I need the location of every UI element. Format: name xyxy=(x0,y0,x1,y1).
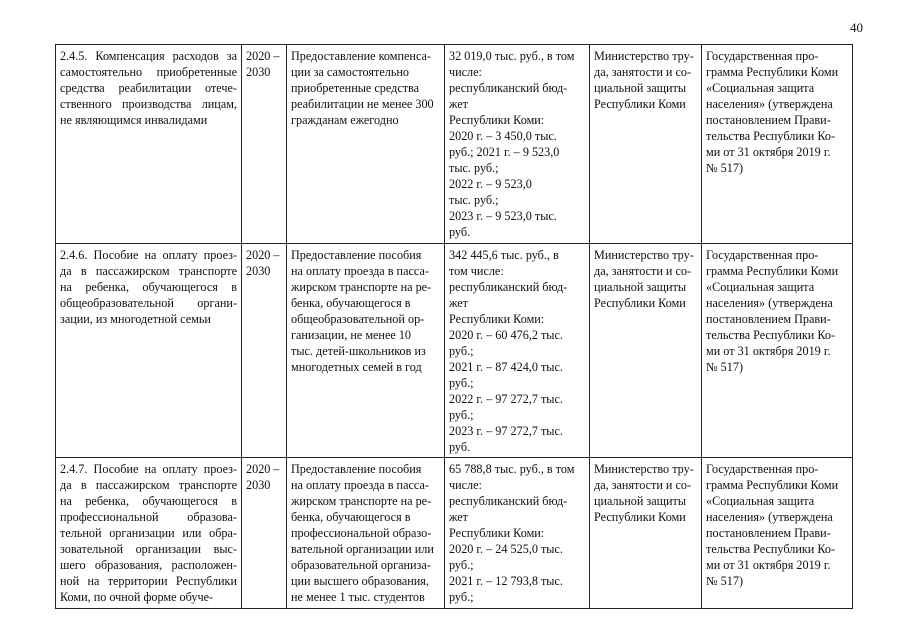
cell-text-line: руб. xyxy=(449,440,471,454)
cell-text-line: 2030 xyxy=(246,478,271,492)
cell-text-line: общеобразовательной ор- xyxy=(291,312,425,326)
cell-text-line: циальной защиты xyxy=(594,81,687,95)
cell-text-line: постановлением Прави- xyxy=(706,113,831,127)
cell-text-line: том числе: xyxy=(449,264,504,278)
cell-text-line: 2022 г. – 97 272,7 тыс. xyxy=(449,392,563,406)
cell-text-line: постановлением Прави- xyxy=(706,312,831,326)
funding-cell xyxy=(445,244,590,458)
cell-text-line: бенка, обучающегося в xyxy=(291,510,411,524)
cell-text-line: 2022 г. – 9 523,0 xyxy=(449,177,532,191)
cell-text-line: на оплату проезда в пасса- xyxy=(291,264,429,278)
cell-text-line: 2021 г. – 12 793,8 тыс. xyxy=(449,574,563,588)
cell-text-line: тельной организации или обра- xyxy=(60,526,237,540)
cell-text-line: республиканский бюд- xyxy=(449,280,568,294)
cell-text-line: 342 445,6 тыс. руб., в xyxy=(449,248,559,262)
cell-text-line: реабилитации не менее 300 xyxy=(291,97,434,111)
cell-text-line: Министерство тру- xyxy=(594,248,694,262)
cell-text-line: на ребенка, обучающегося в xyxy=(60,494,237,508)
cell-text-line: 2.4.6. Пособие на оплату проез- xyxy=(60,248,237,262)
cell-text-line: циальной защиты xyxy=(594,280,687,294)
cell-text-line: да, занятости и со- xyxy=(594,478,692,492)
cell-text-line: 2020 – xyxy=(246,462,280,476)
cell-text-line: руб.; xyxy=(449,590,474,604)
cell-text-line: руб. xyxy=(449,225,471,239)
result-cell xyxy=(287,45,445,244)
cell-text-line: Республики Коми: xyxy=(449,113,545,127)
funding-cell xyxy=(445,458,590,609)
cell-text-line: 2020 – xyxy=(246,248,280,262)
cell-text-line: руб.; xyxy=(449,344,474,358)
cell-text-line: Республики Коми: xyxy=(449,312,545,326)
cell-text-line: руб.; xyxy=(449,408,474,422)
cell-text-line: жет xyxy=(449,510,468,524)
cell-text-line: числе: xyxy=(449,65,482,79)
cell-text-line: населения» (утверждена xyxy=(706,97,833,111)
cell-text-line: населения» (утверждена xyxy=(706,510,833,524)
cell-text-line: 65 788,8 тыс. руб., в том xyxy=(449,462,575,476)
cell-text-line: тельства Республики Ко- xyxy=(706,129,836,143)
cell-text-line: бенка, обучающегося в xyxy=(291,296,411,310)
cell-text-line: постановлением Прави- xyxy=(706,526,831,540)
cell-text-line: Предоставление пособия xyxy=(291,462,422,476)
cell-text-line: ции высшего образования, xyxy=(291,574,429,588)
cell-text-line: да в пассажирском транспорте xyxy=(60,264,237,278)
cell-text-line: 2030 xyxy=(246,65,271,79)
table-row xyxy=(56,45,853,244)
program-cell xyxy=(702,45,853,244)
cell-text-line: 32 019,0 тыс. руб., в том xyxy=(449,49,575,63)
cell-text-line: Коми, по очной форме обуче- xyxy=(60,590,214,604)
cell-text-line: тыс. детей-школьников из xyxy=(291,344,426,358)
table-row xyxy=(56,244,853,458)
cell-text-line: руб.; 2021 г. – 9 523,0 xyxy=(449,145,560,159)
cell-text-line: Государственная про- xyxy=(706,248,819,262)
cell-text-line: руб.; xyxy=(449,558,474,572)
cell-text-line: циальной защиты xyxy=(594,494,687,508)
cell-text-line: Предоставление компенса- xyxy=(291,49,431,63)
cell-text-line: жет xyxy=(449,296,468,310)
cell-text-line: 2023 г. – 9 523,0 тыс. xyxy=(449,209,557,223)
cell-text-line: образовательной организа- xyxy=(291,558,431,572)
period-cell xyxy=(242,45,287,244)
cell-text-line: профессиональной образо- xyxy=(291,526,432,540)
cell-text-line: не являющимся инвалидами xyxy=(60,113,208,127)
cell-text-line: тыс. руб.; xyxy=(449,193,499,207)
cell-text-line: республиканский бюд- xyxy=(449,494,568,508)
cell-text-line: Республики Коми xyxy=(594,97,686,111)
period-cell xyxy=(242,458,287,609)
cell-text-line: многодетных семей в год xyxy=(291,360,422,374)
cell-text-line: самостоятельно приобретенные xyxy=(60,65,237,79)
cell-text-line: да, занятости и со- xyxy=(594,65,692,79)
cell-text-line: 2020 г. – 60 476,2 тыс. xyxy=(449,328,563,342)
cell-text-line: № 517) xyxy=(706,574,744,588)
cell-text-line: 2.4.5. Компенсация расходов за xyxy=(60,49,237,63)
cell-text-line: грамма Республики Коми xyxy=(706,478,839,492)
result-cell xyxy=(287,244,445,458)
cell-text-line: 2.4.7. Пособие на оплату проез- xyxy=(60,462,237,476)
cell-text-line: жирском транспорте на ре- xyxy=(291,494,432,508)
cell-text-line: приобретенные средства xyxy=(291,81,420,95)
funding-cell xyxy=(445,45,590,244)
cell-text-line: Министерство тру- xyxy=(594,462,694,476)
measure-cell xyxy=(56,244,242,458)
page-number: 40 xyxy=(850,20,863,35)
executor-cell xyxy=(590,458,702,609)
cell-text-line: жирском транспорте на ре- xyxy=(291,280,432,294)
cell-text-line: «Социальная защита xyxy=(706,280,815,294)
result-cell xyxy=(287,458,445,609)
cell-text-line: жет xyxy=(449,97,468,111)
cell-text-line: шего образования, расположен- xyxy=(60,558,237,572)
cell-text-line: тельства Республики Ко- xyxy=(706,328,836,342)
cell-text-line: Государственная про- xyxy=(706,49,819,63)
table-row xyxy=(56,458,853,609)
cell-text-line: ственного производства лицам, xyxy=(60,97,237,111)
cell-text-line: Республики Коми xyxy=(594,510,686,524)
cell-text-line: общеобразовательной органи- xyxy=(60,296,237,310)
program-cell xyxy=(702,244,853,458)
cell-text-line: средства реабилитации отече- xyxy=(60,81,237,95)
cell-text-line: да в пассажирском транспорте xyxy=(60,478,237,492)
cell-text-line: зации, из многодетной семьи xyxy=(60,312,211,326)
cell-text-line: грамма Республики Коми xyxy=(706,264,839,278)
cell-text-line: профессиональной образова- xyxy=(60,510,237,524)
cell-text-line: на оплату проезда в пасса- xyxy=(291,478,429,492)
cell-text-line: № 517) xyxy=(706,360,744,374)
cell-text-line: населения» (утверждена xyxy=(706,296,833,310)
cell-text-line: Министерство тру- xyxy=(594,49,694,63)
cell-text-line: «Социальная защита xyxy=(706,81,815,95)
cell-text-line: грамма Республики Коми xyxy=(706,65,839,79)
cell-text-line: Предоставление пособия xyxy=(291,248,422,262)
cell-text-line: № 517) xyxy=(706,161,744,175)
cell-text-line: на ребенка, обучающегося в xyxy=(60,280,237,294)
cell-text-line: ции за самостоятельно xyxy=(291,65,409,79)
measure-cell xyxy=(56,45,242,244)
cell-text-line: ганизации, не менее 10 xyxy=(291,328,412,342)
cell-text-line: 2021 г. – 87 424,0 тыс. xyxy=(449,360,563,374)
cell-text-line: зовательной организации выс- xyxy=(60,542,237,556)
cell-text-line: числе: xyxy=(449,478,482,492)
executor-cell xyxy=(590,244,702,458)
cell-text-line: «Социальная защита xyxy=(706,494,815,508)
cell-text-line: 2030 xyxy=(246,264,271,278)
cell-text-line: ми от 31 октября 2019 г. xyxy=(706,558,831,572)
measures-table xyxy=(55,44,853,609)
cell-text-line: вательной организации или xyxy=(291,542,434,556)
cell-text-line: тельства Республики Ко- xyxy=(706,542,836,556)
cell-text-line: тыс. руб.; xyxy=(449,161,499,175)
cell-text-line: 2020 г. – 24 525,0 тыс. xyxy=(449,542,563,556)
cell-text-line: 2023 г. – 97 272,7 тыс. xyxy=(449,424,563,438)
cell-text-line: руб.; xyxy=(449,376,474,390)
cell-text-line: 2020 г. – 3 450,0 тыс. xyxy=(449,129,557,143)
cell-text-line: ми от 31 октября 2019 г. xyxy=(706,344,831,358)
cell-text-line: республиканский бюд- xyxy=(449,81,568,95)
measure-cell xyxy=(56,458,242,609)
cell-text-line: ной на территории Республики xyxy=(60,574,237,588)
cell-text-line: ми от 31 октября 2019 г. xyxy=(706,145,831,159)
cell-text-line: да, занятости и со- xyxy=(594,264,692,278)
cell-text-line: гражданам ежегодно xyxy=(291,113,399,127)
cell-text-line: Государственная про- xyxy=(706,462,819,476)
cell-text-line: 2020 – xyxy=(246,49,280,63)
cell-text-line: Республики Коми xyxy=(594,296,686,310)
cell-text-line: Республики Коми: xyxy=(449,526,545,540)
cell-text-line: не менее 1 тыс. студентов xyxy=(291,590,425,604)
period-cell xyxy=(242,244,287,458)
program-cell xyxy=(702,458,853,609)
executor-cell xyxy=(590,45,702,244)
